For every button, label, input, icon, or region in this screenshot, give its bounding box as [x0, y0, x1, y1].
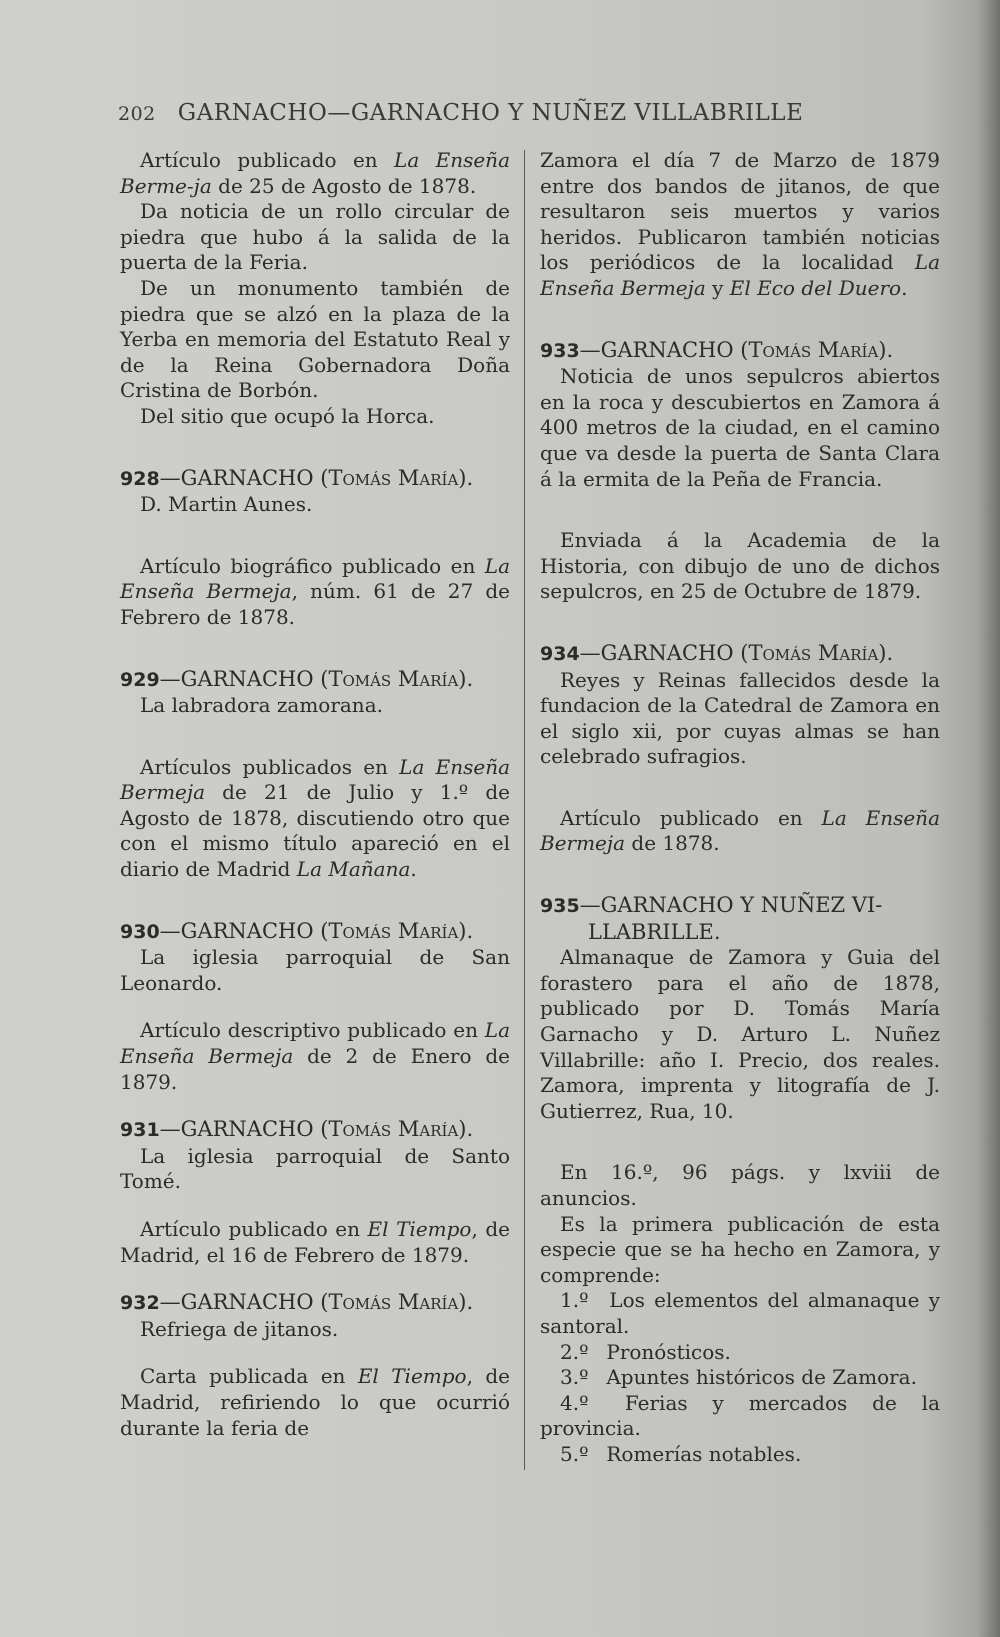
entry-title: La labradora zamorana.: [140, 693, 383, 718]
entry-note: Artículos publicados en La Enseña Bermeja de 21 de Julio y 1.º de Agosto de 1878, discutiendo otro que con el mismo título apareció en el diario de Madrid La Mañana.: [120, 754, 510, 882]
entry-title: D. Martin Aunes.: [140, 492, 313, 517]
entry-heading-935-cont: LLABRILLE.: [588, 919, 721, 944]
list-item-number: 4.º: [560, 1390, 589, 1415]
entry-title: Refriega de jitanos.: [140, 1316, 339, 1341]
entry-heading-934: 934—GARNACHO (Tomás María).: [540, 640, 894, 665]
intro-paragraph: Da noticia de un rollo circular de piedra que hubo á la salida de la puerta de la Feria.: [120, 199, 510, 275]
entry-note: Carta publicada en El Tiempo, de Madrid, refiriendo lo que ocurrió durante la feria de: [120, 1364, 510, 1440]
list-item-text: Ferias y mercados de la provincia.: [540, 1390, 940, 1441]
entry-note: Artículo biográfico publicado en La Enseña Bermeja, núm. 61 de 27 de Febrero de 1878.: [120, 553, 511, 629]
running-title: GARNACHO—GARNACHO Y NUÑEZ VILLABRILLE: [177, 100, 804, 126]
list-item-text: Los elementos del almanaque y santoral.: [540, 1288, 940, 1338]
contents-list-item: [540, 1391, 940, 1442]
entry-note: Artículo publicado en El Tiempo, de Madrid, el 16 de Febrero de 1879.: [120, 1217, 511, 1267]
list-item-number: 5.º: [560, 1441, 589, 1466]
list-item-text: Pronósticos.: [600, 1339, 731, 1364]
left-column: [120, 148, 510, 1441]
page-edge-shadow: [978, 0, 1000, 1637]
intro-paragraph: De un monumento también de piedra que se alzó en la plaza de la Yerba en memoria del Estatuto Real y de la Reina Gobernadora Doña Cristina de Borbón.: [120, 275, 510, 403]
column-divider: [524, 150, 525, 1470]
entry-note: Enviada á la Academia de la Historia, con dibujo de uno de dichos sepulcros, en 25 de Octubre de 1879.: [540, 528, 940, 604]
list-item-number: 2.º: [560, 1339, 589, 1364]
entry-title: La iglesia parroquial de San Leonardo.: [120, 945, 510, 995]
list-item-text: Apuntes históricos de Zamora.: [600, 1365, 917, 1390]
list-item-text: Romerías notables.: [600, 1441, 802, 1466]
intro-paragraph: Del sitio que ocupó la Horca.: [140, 403, 435, 428]
contents-list-item: [540, 1288, 940, 1339]
entry-note: Artículo publicado en La Enseña Bermeja de 1878.: [540, 805, 940, 856]
page-number: 202: [118, 103, 156, 125]
intro-publication-note: Artículo publicado en La Enseña Berme-ja de 25 de Agosto de 1878.: [120, 148, 510, 198]
running-header: [118, 100, 833, 126]
right-column: [540, 148, 940, 1468]
entry-heading-933: 933—GARNACHO (Tomás María).: [540, 337, 894, 362]
entry-heading-935: 935—GARNACHO Y NUÑEZ VI-: [540, 893, 883, 918]
entry-title: Almanaque de Zamora y Guia del forastero para el año de 1878, publicado por D. Tomás María Garnacho y D. Arturo L. Nuñez Villabrille: año I. Precio, dos reales. Zamora, imprenta y litografía de J. Gutierrez, Rua, 10.: [540, 945, 940, 1123]
entry-title: Reyes y Reinas fallecidos desde la fundacion de la Catedral de Zamora en el siglo xii, por cuyas almas se han celebrado sufragios.: [540, 667, 940, 769]
entry-title: Noticia de unos sepulcros abiertos en la roca y descubiertos en Zamora á 400 metros de la ciudad, en el camino que va desde la puerta de Santa Clara á la ermita de la Peña de Francia.: [540, 364, 940, 491]
continued-paragraph: Zamora el día 7 de Marzo de 1879 entre dos bandos de jitanos, de que resultaron seis muertos y varios heridos. Publicaron también noticias los periódicos de la localidad La Enseña Bermeja y El Eco del Duero.: [540, 148, 940, 300]
entry-heading-931: 931—GARNACHO (Tomás María).: [120, 1117, 474, 1142]
entry-heading-930: 930—GARNACHO (Tomás María).: [120, 918, 474, 943]
entry-description: En 16.º, 96 págs. y lxviii de anuncios.: [540, 1160, 940, 1210]
contents-list-item: [540, 1442, 940, 1468]
contents-list-item: [540, 1340, 940, 1366]
entry-heading-929: 929—GARNACHO (Tomás María).: [120, 666, 474, 691]
contents-list-item: [540, 1365, 940, 1391]
entry-heading-928: 928—GARNACHO (Tomás María).: [120, 465, 474, 490]
entry-title: La iglesia parroquial de Santo Tomé.: [120, 1143, 510, 1194]
list-item-number: 3.º: [560, 1365, 589, 1390]
entry-note: Artículo descriptivo publicado en La Enseña Bermeja de 2 de Enero de 1879.: [120, 1018, 510, 1094]
entry-description: Es la primera publicación de esta especie que se ha hecho en Zamora, y comprende:: [540, 1211, 940, 1287]
entry-heading-932: 932—GARNACHO (Tomás María).: [120, 1290, 474, 1315]
contents-list: [540, 1288, 940, 1467]
list-item-number: 1.º: [560, 1288, 589, 1313]
